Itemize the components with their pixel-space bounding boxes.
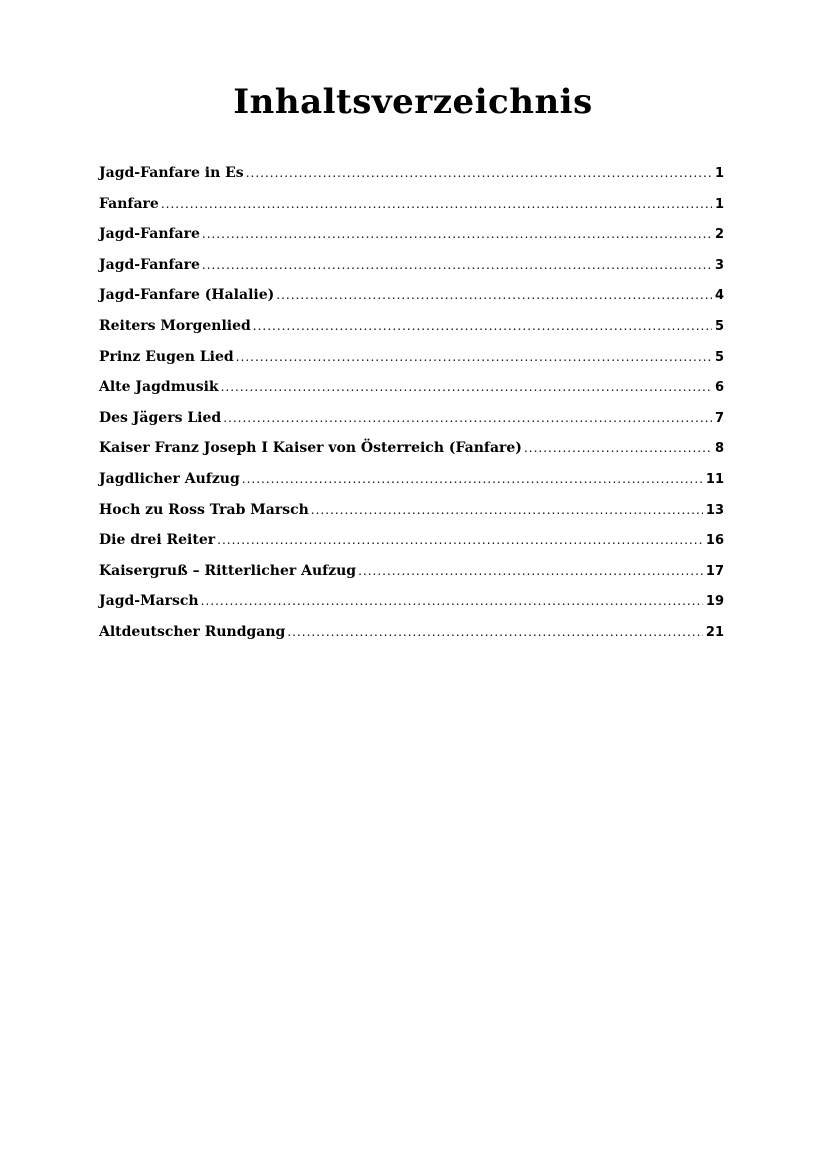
toc-entry-title: Altdeutscher Rundgang: [99, 623, 286, 640]
toc-entry-page-number: 19: [705, 594, 724, 610]
toc-entry[interactable]: [99, 467, 724, 498]
toc-leader-dots: [524, 436, 712, 460]
toc-entry-page-number: 16: [705, 533, 724, 549]
toc-entry-page-number: 5: [714, 318, 724, 334]
toc-entry-page-number: 5: [714, 349, 724, 365]
toc-entry[interactable]: [99, 559, 724, 590]
toc-entry-title: Die drei Reiter: [99, 532, 216, 549]
toc-entry-title: Alte Jagdmusik: [99, 379, 219, 396]
table-of-contents: [99, 161, 724, 651]
toc-entry-title: Des Jägers Lied: [99, 409, 222, 426]
toc-entry[interactable]: [99, 528, 724, 559]
toc-entry[interactable]: [99, 589, 724, 620]
toc-entry-page-number: 13: [705, 502, 724, 518]
toc-leader-dots: [236, 345, 712, 369]
toc-leader-dots: [202, 222, 712, 246]
toc-entry-page-number: 8: [714, 441, 724, 457]
toc-leader-dots: [161, 192, 712, 216]
toc-entry-title: Kaiser Franz Joseph I Kaiser von Österreich (Fanfare): [99, 440, 522, 457]
toc-entry-page-number: 7: [714, 410, 724, 426]
toc-entry[interactable]: [99, 253, 724, 284]
toc-entry-title: Kaisergruß – Ritterlicher Aufzug: [99, 562, 357, 579]
toc-leader-dots: [221, 375, 712, 399]
toc-entry[interactable]: [99, 436, 724, 467]
toc-leader-dots: [202, 253, 712, 277]
toc-leader-dots: [311, 498, 703, 522]
toc-entry-title: Jagdlicher Aufzug: [99, 470, 240, 487]
toc-entry-page-number: 21: [705, 624, 724, 640]
toc-entry-title: Fanfare: [99, 195, 159, 212]
toc-entry[interactable]: [99, 314, 724, 345]
toc-leader-dots: [223, 406, 712, 430]
toc-entry-page-number: 17: [705, 563, 724, 579]
toc-entry-page-number: 1: [714, 196, 724, 212]
toc-leader-dots: [201, 589, 703, 613]
toc-entry-title: Prinz Eugen Lied: [99, 348, 234, 365]
toc-leader-dots: [287, 620, 703, 644]
toc-leader-dots: [217, 528, 703, 552]
toc-entry[interactable]: [99, 345, 724, 376]
toc-entry-title: Hoch zu Ross Trab Marsch: [99, 501, 309, 518]
toc-entry[interactable]: [99, 498, 724, 529]
toc-entry[interactable]: [99, 406, 724, 437]
toc-leader-dots: [242, 467, 703, 491]
toc-entry-page-number: 4: [714, 288, 724, 304]
toc-entry-page-number: 1: [714, 166, 724, 181]
toc-leader-dots: [358, 559, 703, 583]
toc-entry-page-number: 3: [714, 257, 724, 273]
toc-entry[interactable]: [99, 222, 724, 253]
toc-entry-title: Jagd-Fanfare: [99, 256, 200, 273]
toc-leader-dots: [276, 283, 712, 307]
toc-entry-title: Jagd-Fanfare (Halalie): [99, 287, 275, 304]
toc-leader-dots: [246, 161, 712, 185]
toc-entry-page-number: 6: [714, 380, 724, 396]
toc-entry[interactable]: [99, 283, 724, 314]
toc-entry-title: Reiters Morgenlied: [99, 317, 251, 334]
page-title: Inhaltsverzeichnis: [233, 82, 593, 122]
toc-entry-title: Jagd-Marsch: [99, 593, 199, 610]
toc-entry[interactable]: [99, 161, 724, 192]
toc-entry-page-number: 11: [705, 471, 724, 487]
toc-leader-dots: [253, 314, 712, 338]
toc-entry[interactable]: [99, 192, 724, 223]
toc-entry-title: Jagd-Fanfare in Es: [99, 165, 244, 181]
toc-entry-title: Jagd-Fanfare: [99, 226, 200, 243]
toc-entry[interactable]: [99, 620, 724, 651]
toc-entry[interactable]: [99, 375, 724, 406]
toc-entry-page-number: 2: [714, 227, 724, 243]
